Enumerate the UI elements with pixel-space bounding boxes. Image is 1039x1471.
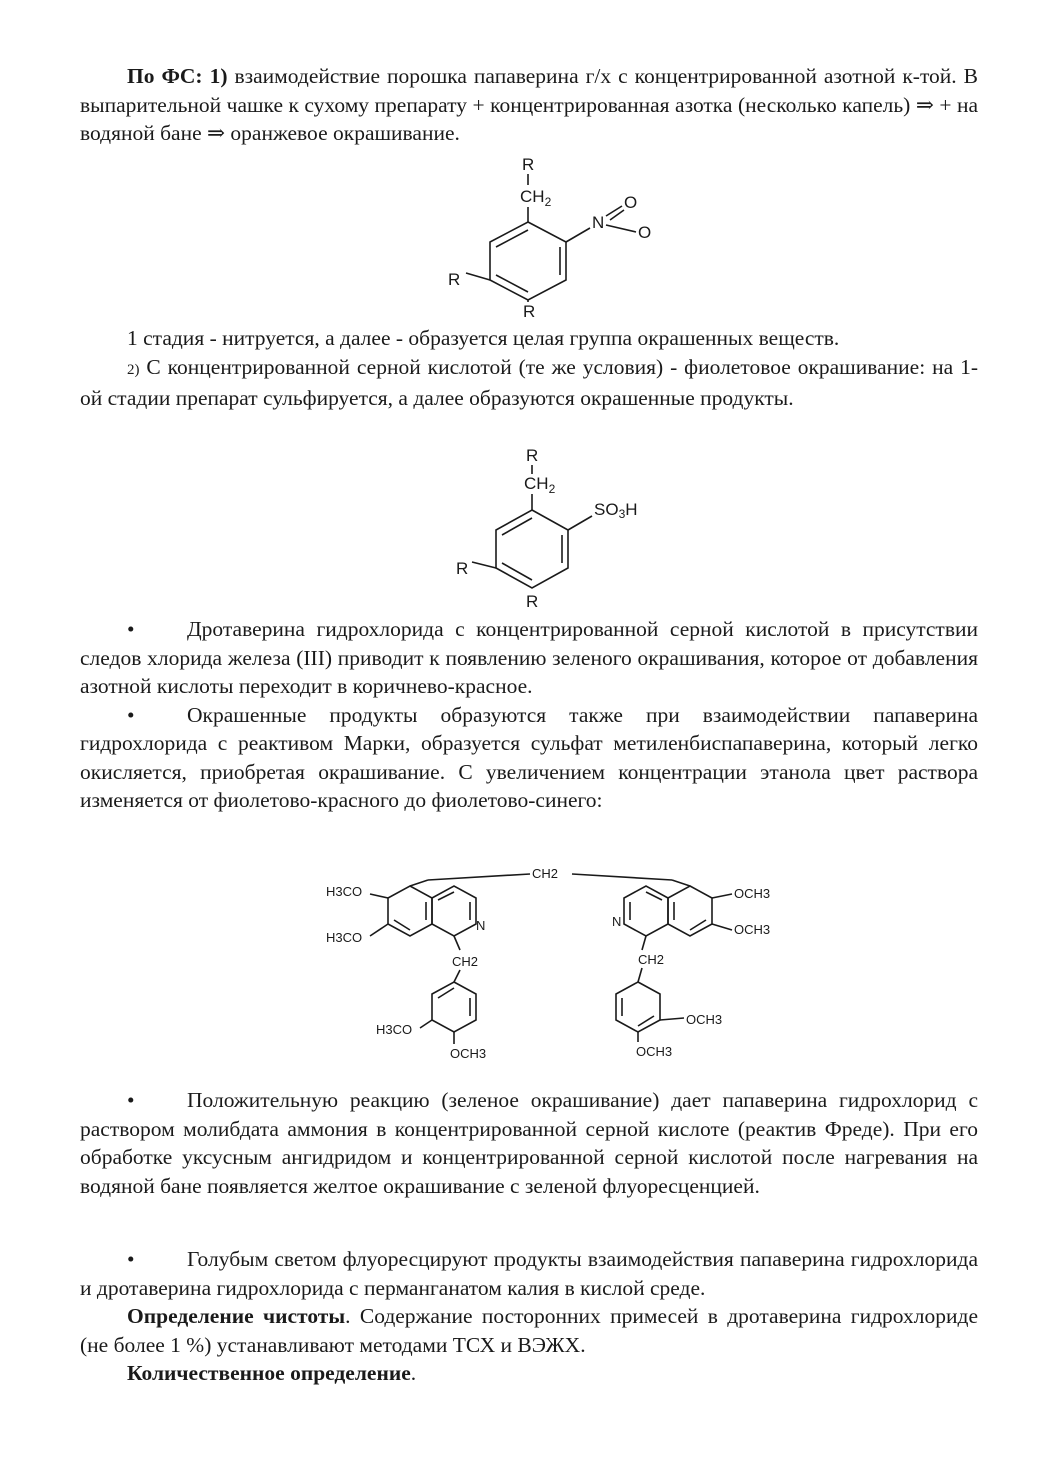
paragraph-fs-1	[80, 62, 978, 148]
purity-text: . Содержание посторонних примесей в дротаверина гидрохлориде (не более 1 %) устанавливают методами ТСХ и ВЭЖХ.	[80, 1304, 978, 1357]
bond	[660, 1018, 684, 1020]
double-bond	[496, 230, 528, 247]
r-bottom-label: R	[523, 302, 536, 321]
sulfo-structure	[450, 444, 670, 612]
r-left-label: R	[448, 270, 461, 289]
bullet-icon: •	[127, 1088, 135, 1112]
document-body-3	[80, 615, 978, 815]
och3-label: OCH3	[450, 1046, 487, 1061]
bond	[638, 968, 642, 982]
ch2-label: CH2	[452, 954, 479, 969]
h3co-label: H3CO	[326, 884, 363, 899]
bispapaverine-structure	[320, 860, 800, 1070]
fs-2-text: С концентрированной серной кислотой (те же условия) - фиолетовое окрашивание: на 1-ой стадии препарат сульфируется, а далее образуются окрашенные продукты.	[80, 354, 978, 410]
o-label: O	[638, 223, 652, 242]
so3h-label: SO3H	[594, 500, 638, 521]
och3-label: OCH3	[636, 1044, 673, 1059]
bond	[712, 924, 732, 930]
nitro-structure	[440, 152, 670, 322]
och3-label: OCH3	[686, 1012, 723, 1027]
bond	[568, 516, 592, 530]
bullet-text: Голубым светом флуоресцируют продукты взаимодействия папаверина гидрохлорида и дротаверина гидрохлорида с перманганатом калия в кислой среде.	[80, 1247, 978, 1300]
double-bond	[502, 518, 532, 535]
bond	[370, 894, 388, 898]
bullet-marquis	[80, 701, 978, 815]
quantitative-heading: Количественное определение	[127, 1361, 411, 1385]
bond	[566, 228, 590, 242]
fs-1-text: взаимодействие порошка папаверина г/х с концентрированной азотной к-той. В выпарительной чашке к сухому препарату + концентрированная азотка (несколько капель) ⇒ + на водяной бане ⇒ оранжевое окрашивание.	[80, 64, 978, 145]
bullet-icon: •	[127, 702, 135, 727]
document-body-5	[80, 1245, 978, 1388]
ch2-bridge-label: CH2	[532, 866, 559, 881]
document-body	[80, 62, 978, 148]
bond	[466, 273, 490, 280]
bond	[606, 206, 622, 216]
bullet-fluorescence	[80, 1245, 978, 1302]
ch2-label: $CH_2$	[524, 474, 556, 496]
bond	[472, 562, 496, 568]
bullet-frede	[80, 1086, 978, 1200]
och3-label: OCH3	[734, 922, 771, 937]
benzene-ring	[490, 222, 566, 300]
bond	[428, 874, 530, 880]
paragraph-quantitative	[80, 1359, 978, 1388]
r-top-label: R	[526, 446, 539, 465]
bond	[454, 936, 460, 950]
document-body-4	[80, 1086, 978, 1200]
o-label: O	[624, 193, 638, 212]
n-label: N	[476, 918, 486, 933]
h3co-label: H3CO	[326, 930, 363, 945]
quantitative-text: .	[410, 1361, 417, 1385]
n-label: N	[612, 914, 622, 929]
double-bond	[502, 563, 532, 580]
bond	[642, 936, 646, 950]
double-bond	[496, 275, 528, 292]
bond	[712, 894, 732, 898]
purity-heading: Определение чистоты	[127, 1304, 346, 1328]
r-left-label: R	[456, 559, 469, 578]
paragraph-purity	[80, 1302, 978, 1359]
bond	[370, 924, 388, 936]
document-body-2	[80, 324, 978, 413]
r-bottom-label: R	[526, 592, 539, 611]
bond	[454, 970, 460, 982]
fs-lead: По ФС: 1)	[127, 64, 228, 88]
bond	[672, 880, 690, 886]
paragraph-stage-1: 1 стадия - нитруется, а далее - образуется целая группа окрашенных веществ.	[127, 326, 840, 350]
bullet-text: Положительную реакцию (зеленое окрашивание) дает папаверина гидрохлорид с раствором молибдата аммония в концентрированной серной кислоте (реактив Фреде). При его обработке уксусным ангидридом и концентрированной серной кислотой после нагревания на водяной бане появляется желтое окрашивание с зеленой флуоресценцией.	[80, 1088, 978, 1198]
bond	[410, 880, 428, 886]
bullet-text: Дротаверина гидрохлорида с концентрированной серной кислотой в присутствии следов хлорида железа (III) приводит к появлению зеленого окрашивания, которое от добавления азотной кислоты переходит в коричнево-красное.	[80, 617, 978, 698]
bullet-drotaverine	[80, 615, 978, 701]
bond	[572, 874, 672, 880]
item-number: 2)	[127, 361, 140, 378]
ch2-label: $CH_2$	[520, 187, 552, 209]
bullet-icon: •	[127, 1247, 135, 1271]
n-label: N	[592, 213, 605, 232]
bond	[420, 1020, 432, 1028]
r-top-label: R	[522, 155, 535, 174]
benzene-ring	[496, 510, 568, 588]
h3co-label: H3CO	[376, 1022, 413, 1037]
bullet-icon: •	[127, 617, 135, 641]
och3-label: OCH3	[734, 886, 771, 901]
bullet-text: Окрашенные продукты образуются также при взаимодействии папаверина гидрохлорида с реактивом Марки, образуется сульфат метиленбиспапаверина, который легко окисляется, приобретая окрашивание. С увеличением концентрации этанола цвет раствора изменяется от фиолетово-красного до фиолетово-синего:	[80, 702, 978, 812]
bond	[606, 225, 636, 232]
ch2-label: CH2	[638, 952, 665, 967]
paragraph-fs-2	[80, 353, 978, 413]
